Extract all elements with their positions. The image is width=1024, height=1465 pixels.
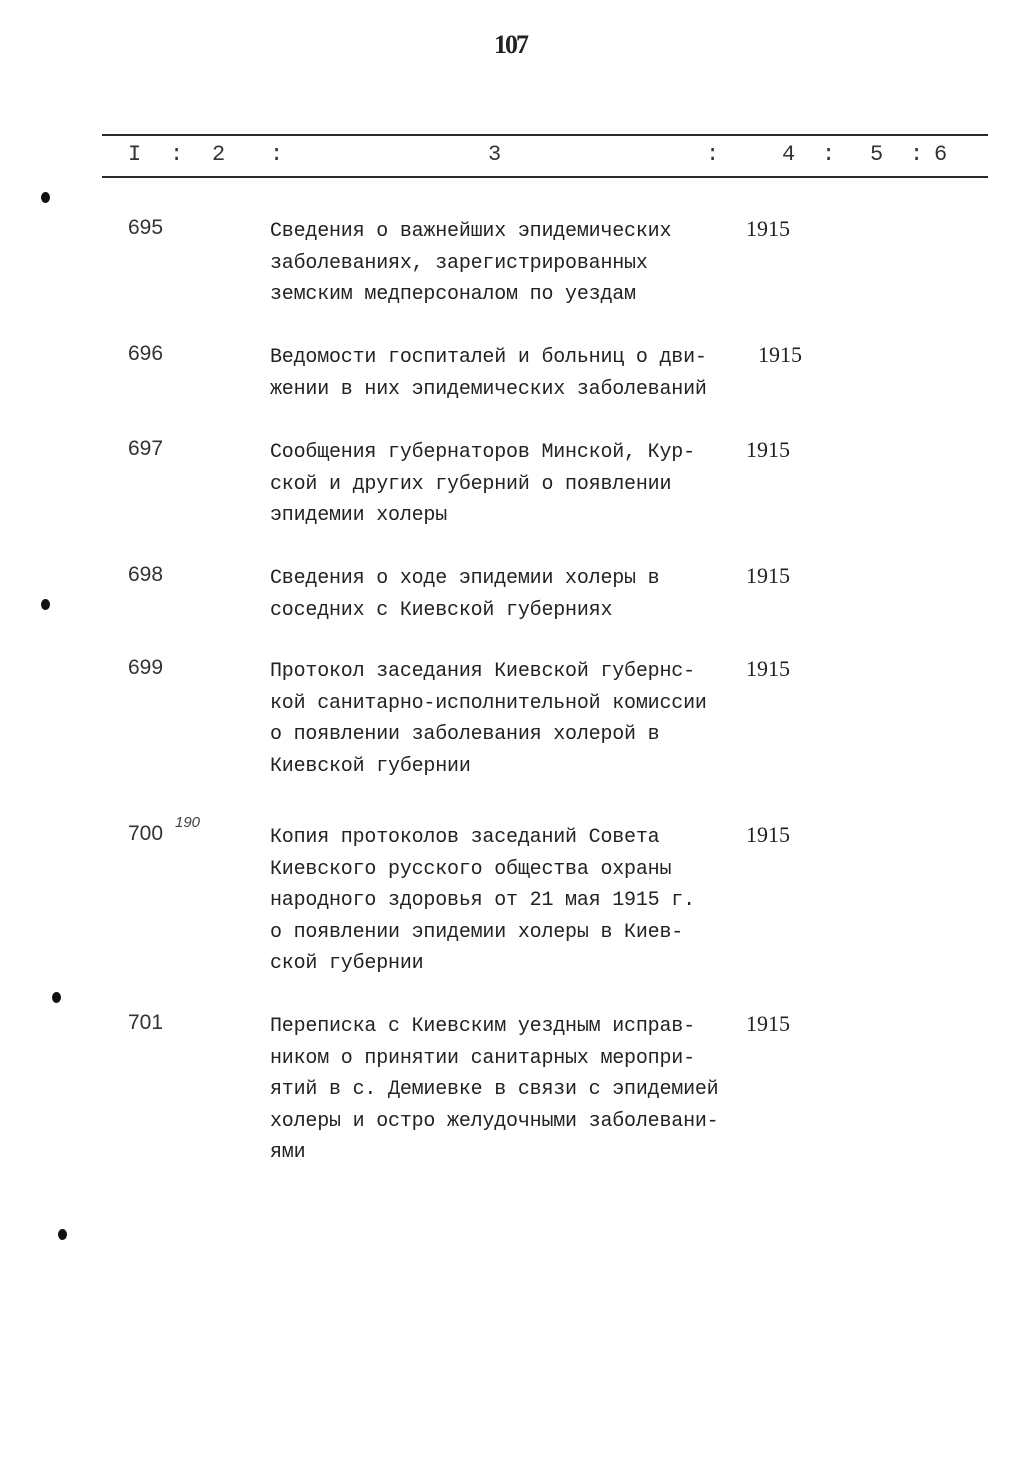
entry-number: 695 [128,216,164,239]
title-line: Сведения о важнейших эпидемических [270,220,672,243]
title-line: Ведомости госпиталей и больниц о дви- [270,346,707,369]
entry-year: 1915 [758,342,802,367]
header-col-2: 2 [212,142,226,167]
entry-number: 698 [128,563,164,586]
entry-year: 1915 [746,822,790,847]
title-line: Киевского русского общества охраны [270,857,672,881]
handwritten-note: 190 [175,814,201,831]
title-line: ятий в с. Демиевке в связи с эпидемией [270,1078,719,1101]
header-col-3: 3 [488,142,502,167]
entry-number: 700 [128,822,164,845]
header-col-5: 5 [870,142,884,167]
table-header [0,140,1024,172]
entry-title [270,563,659,626]
title-line: ями [270,1141,306,1164]
entry-number: 696 [128,342,164,365]
entry-title [270,656,707,782]
header-separator: : [706,142,720,167]
entry-year: 1915 [746,437,790,462]
header-col-6: 6 [934,142,948,167]
header-rule-top [102,134,988,136]
entry-title [270,437,695,532]
title-line: Переписка с Киевским уездным исправ- [270,1015,695,1038]
punch-hole-mark [52,992,61,1003]
header-separator: : [270,142,284,167]
punch-hole-mark [41,192,50,203]
header-separator: : [822,142,836,167]
header-separator: : [910,142,924,167]
title-line: о появлении эпидемии холеры в Киев- [270,920,684,944]
entry-year: 1915 [746,563,790,588]
title-line: ской и других губерний о появлении [270,472,672,496]
title-line: народного здоровья от 21 мая 1915 г. [270,889,695,912]
title-line: эпидемии холеры [270,504,448,527]
title-line: Протокол заседания Киевской губернс- [270,660,695,683]
entry-year: 1915 [746,656,790,681]
entry-year: 1915 [746,1011,790,1036]
title-line: ником о принятии санитарных меропри- [270,1046,695,1070]
header-col-4: 4 [782,142,796,167]
entry-number: 697 [128,437,164,460]
entry-title [270,822,695,980]
title-line: Копия протоколов заседаний Совета [270,826,660,849]
title-line: о появлении заболевания холерой в [270,723,660,746]
title-line: ской губернии [270,952,424,975]
title-line: Киевской губернии [270,754,471,778]
header-separator: : [170,142,184,167]
title-line: Сведения о ходе эпидемии холеры в [270,567,660,590]
title-line: земским медперсоналом по уездам [270,283,636,306]
entry-year: 1915 [746,216,790,241]
title-line: соседних с Киевской губерниях [270,598,613,622]
punch-hole-mark [41,599,50,610]
entry-title [270,1011,718,1169]
page-number: 107 [494,30,527,59]
entry-title [270,342,707,405]
title-line: заболеваниях, зарегистрированных [270,251,648,275]
punch-hole-mark [58,1229,67,1240]
title-line: кой санитарно-исполнительной комиссии [270,691,707,715]
title-line: холеры и остро желудочными заболевани- [270,1109,719,1133]
header-rule-bottom [102,176,988,178]
entry-number: 701 [128,1011,164,1034]
title-line: жении в них эпидемических заболеваний [270,377,707,401]
entry-title [270,216,671,311]
entry-number: 699 [128,656,164,679]
header-col-1: I [128,142,142,167]
title-line: Сообщения губернаторов Минской, Кур- [270,441,695,464]
